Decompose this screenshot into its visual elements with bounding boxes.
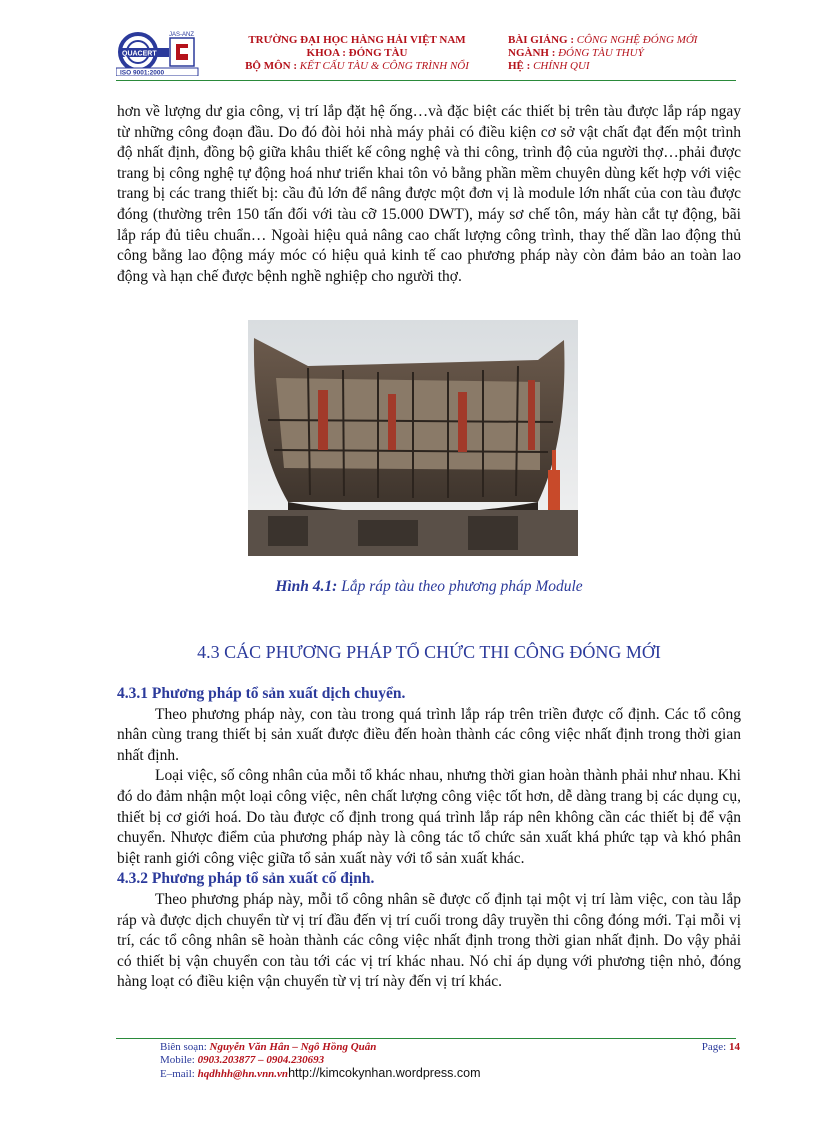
major-name: NGÀNH : ĐÓNG TÀU THUỶ <box>508 47 644 59</box>
email-address[interactable]: hqdhhh@hn.vnn.vn <box>197 1068 289 1080</box>
svg-text:ISO 9001:2000: ISO 9001:2000 <box>120 69 165 76</box>
program-type: HỆ : CHÍNH QUI <box>508 60 590 72</box>
figure-caption-text: Lắp ráp tàu theo phương pháp Module <box>337 578 583 595</box>
figure-caption <box>117 578 741 596</box>
email-line: E–mail: hqdhhh@hn.vnn.vnhttp://kimcokynhan.wordpress.com <box>160 1066 481 1080</box>
paragraph: hơn về lượng dư gia công, vị trí lắp đặt hệ ống…và đặc biệt các thiết bị trên tàu được lắp ráp ngay từ những công đoạn đầu. Do đó đòi hỏi nhà máy phải có điều kiện cơ sở vật chất đạt đến một trình độ nhất định, đồng bộ giữa khâu thiết kế công nghệ và thi công, trình độ của người thợ…phải được trang bị công nghệ tự động hoá như triển khai tôn vỏ bằng phần mềm chuyên dùng kết hợp với việc trang bị các trang thiết bị: cầu đủ lớn để nâng được một đơn vị là module lớn nhất của con tàu được đóng (thường trên 150 tấn đối với tàu cỡ 15.000 DWT), máy sơ chế tôn, máy hàn cắt tự động, bãi lắp ráp đủ tiêu chuẩn… Ngoài hiệu quả nâng cao chất lượng công trình, thay thế dần lao động thủ công bằng lao động máy móc có hiệu quả kinh tế cao phương pháp này còn đảm bảo an toàn lao động và hạn chế được bệnh nghề nghiệp cho người thợ. <box>117 103 741 285</box>
mobile-line: Mobile: 0903.203877 – 0904.230693 <box>160 1054 325 1066</box>
author-names: Nguyễn Văn Hân – Ngô Hồng Quân <box>209 1041 377 1053</box>
paragraph: Theo phương pháp này, con tàu trong quá trình lắp ráp trên triền được cố định. Các tổ công nhân cùng trang thiết bị sản xuất được điều đến hoàn thành các công việc nhất định trong thời gian nhất định. <box>117 705 741 764</box>
department-name: BỘ MÔN : KẾT CẤU TÀU & CÔNG TRÌNH NỔI <box>245 60 469 72</box>
subsection-heading-2: 4.3.2 Phương pháp tổ sản xuất cố định. <box>117 870 375 888</box>
svg-text:JAS-ANZ: JAS-ANZ <box>169 32 195 38</box>
svg-text:QUACERT: QUACERT <box>122 50 157 58</box>
section-title: 4.3 CÁC PHƯƠNG PHÁP TỔ CHỨC THI CÔNG ĐÓNG MỚI <box>197 642 661 662</box>
section-body <box>117 684 741 993</box>
ship-module-photo <box>248 320 578 556</box>
website-link[interactable]: http://kimcokynhan.wordpress.com <box>288 1066 481 1080</box>
faculty-name: KHOA : ĐÓNG TÀU <box>306 47 408 59</box>
course-title: BÀI GIẢNG : CÔNG NGHỆ ĐÓNG MỚI <box>508 34 698 46</box>
quacert-logo <box>116 30 202 76</box>
course-block <box>508 34 738 73</box>
subsection-heading-1: 4.3.1 Phương pháp tổ sản xuất dịch chuyển. <box>117 685 406 702</box>
university-name: TRƯỜNG ĐẠI HỌC HÀNG HẢI VIỆT NAM <box>248 34 466 46</box>
paragraph: Theo phương pháp này, mỗi tổ công nhân sẽ được cố định tại một vị trí làm việc, con tàu lắp ráp và được dịch chuyển từ vị trí đầu đến vị trí cuối trong dây truyền thi công đóng mới. Tại mỗi vị trí, các tổ công nhân sẽ hoàn thành các công việc nhất định trong thời gian nhất định. Do vậy phải có thiết bị vận chuyển con tàu tới các vị trí khác nhau. Nó chỉ áp dụng với phương tiện nhỏ, đóng hàng loạt có điều kiện vận chuyển từ vị trí này đến vị trí khác. <box>117 890 741 991</box>
mobile-numbers: 0903.203877 – 0904.230693 <box>197 1054 325 1066</box>
footer-divider <box>116 1038 736 1039</box>
paragraph: Loại việc, số công nhân của mỗi tổ khác nhau, nhưng thời gian hoàn thành phải như nhau. Khi đó do đảm nhận một loại công việc, nên chất lượng công việc tốt hơn, dễ dàng trang bị các dụng cụ, thiết bị cơ giới hoá. Do tàu được cố định trong quá trình lắp ráp nên không cần các thiết bị để vận chuyển. Nhược điểm của phương pháp này là công tác tổ chức sản xuất khá phức tạp và khó phân biệt ranh giới công việc giữa tổ sản xuất này với tổ sản xuất khác. <box>117 767 741 867</box>
page-header <box>116 30 736 78</box>
university-block <box>216 34 498 73</box>
body-text <box>117 102 741 287</box>
page-footer <box>160 1041 740 1081</box>
page-number: Page: 14 <box>701 1041 740 1053</box>
header-divider <box>116 80 736 81</box>
figure-label: Hình 4.1: <box>275 578 338 595</box>
author-line: Biên soạn: Nguyễn Văn Hân – Ngô Hồng Quân <box>160 1041 377 1053</box>
